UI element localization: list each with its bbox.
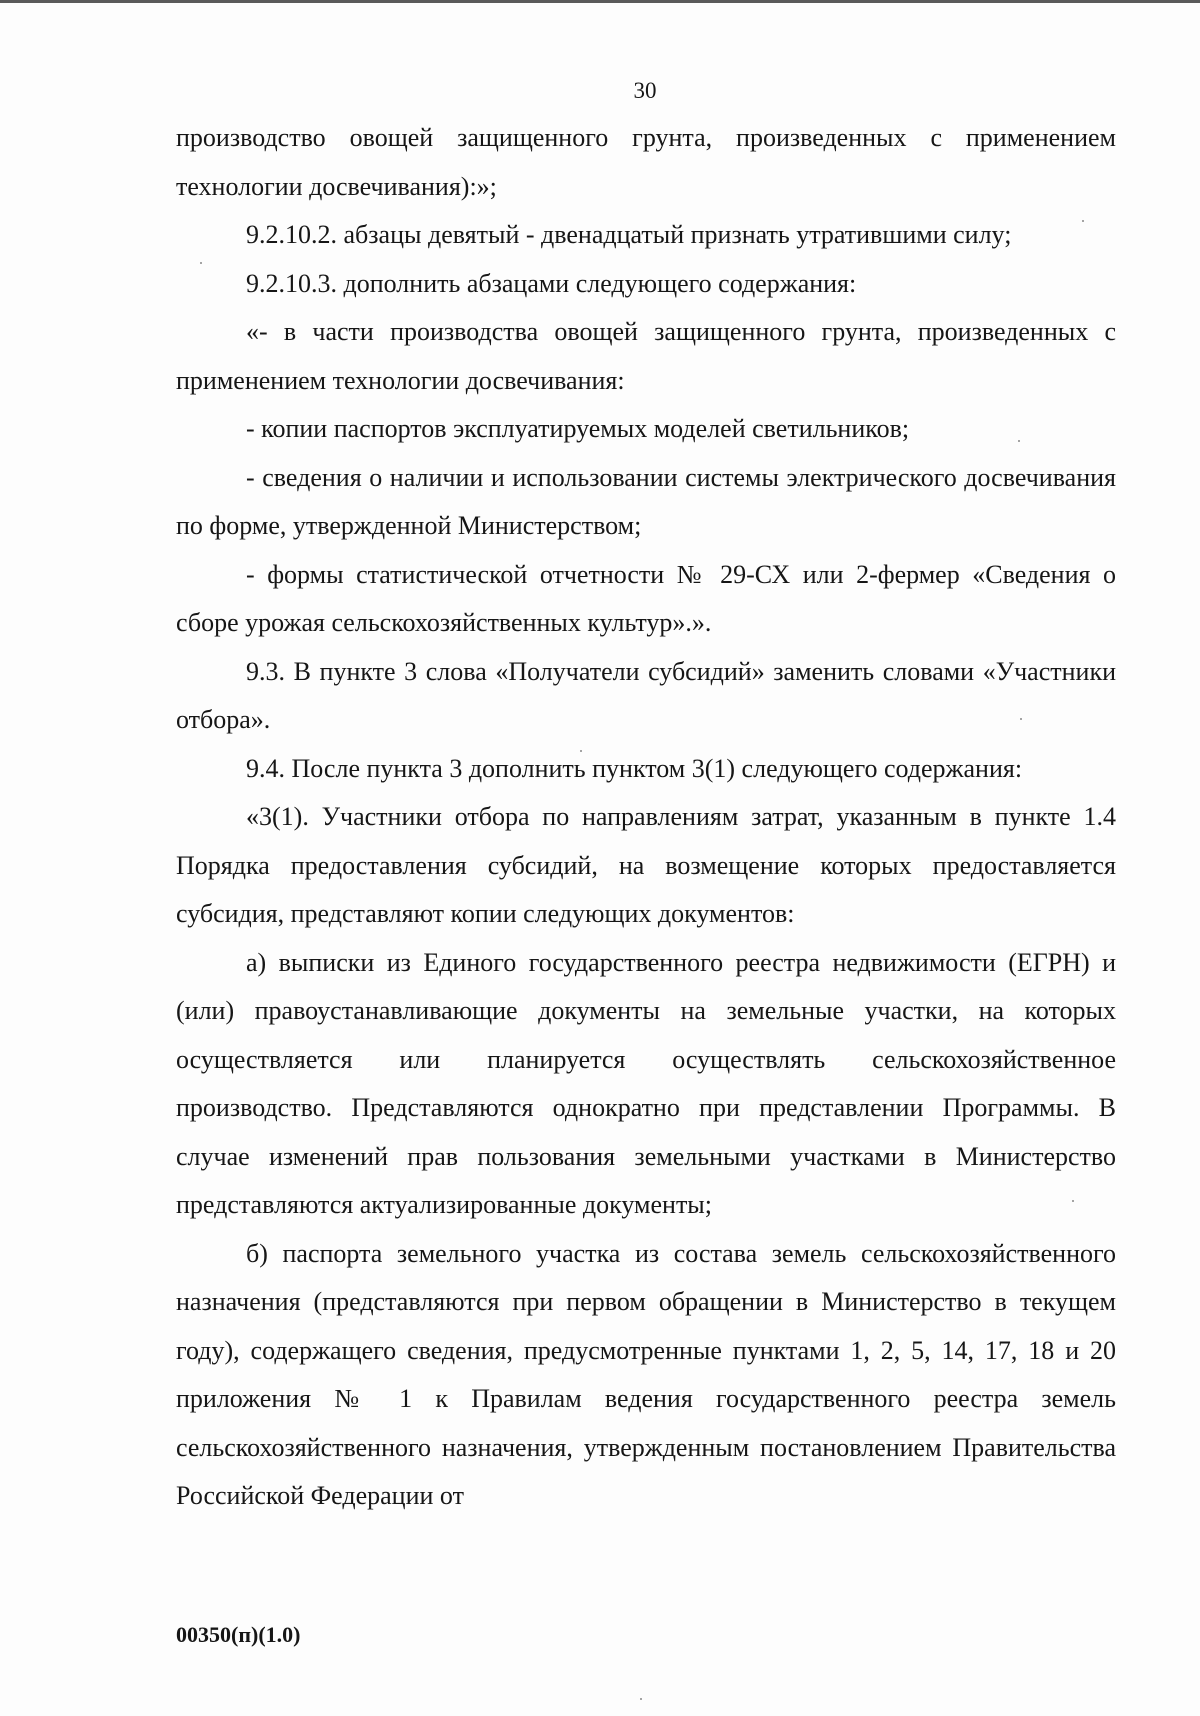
scan-speck	[1082, 220, 1084, 222]
paragraph-9-3: 9.3. В пункте 3 слова «Получатели субсидий» заменить словами «Участники отбора».	[176, 656, 1116, 734]
paragraph-item-a: а) выписки из Единого государственного реестра недвижимости (ЕГРН) и (или) правоустанавливающие документы на земельные участки, на которых осуществляется или планируется осуществлять сельскохозяйственное производство. Представляются однократно при представлении Программы. В случае изменений прав пользования земельными участками в Министерство представляются актуализированные документы;	[176, 947, 1116, 1219]
scan-speck	[640, 1698, 642, 1700]
paragraph-lighting-system: - сведения о наличии и использовании системы электрического досвечивания по форме, утвержденной Министерством;	[176, 462, 1116, 540]
scan-speck	[1072, 1200, 1074, 1202]
paragraph-lamp-passports: - копии паспортов эксплуатируемых моделей светильников;	[246, 414, 910, 443]
page-number: 30	[633, 78, 657, 103]
scan-speck	[1020, 718, 1022, 720]
paragraph-9-4: 9.4. После пункта 3 дополнить пунктом 3(1) следующего содержания:	[246, 753, 1023, 783]
paragraph-9-2-10-2: 9.2.10.2. абзацы девятый - двенадцатый признать утратившими силу;	[246, 220, 1012, 249]
scan-speck	[1018, 440, 1020, 442]
document-body	[176, 114, 1116, 1521]
scan-speck	[200, 262, 202, 264]
paragraph-9-2-10-3: 9.2.10.3. дополнить абзацами следующего содержания:	[246, 268, 857, 298]
top-edge-rule	[0, 0, 1200, 3]
paragraph-quote-start: «- в части производства овощей защищенного грунта, произведенных с применением технологии досвечивания:	[176, 317, 1116, 395]
paragraph-continuation: производство овощей защищенного грунта, произведенных с применением технологии досвечивания):»;	[176, 123, 1116, 201]
paragraph-item-b: б) паспорта земельного участка из состава земель сельскохозяйственного назначения (представляются при первом обращении в Министерство в текущем году), содержащего сведения, предусмотренные пунктами 1, 2, 5, 14, 17, 18 и 20 приложения № 1 к Правилам ведения государственного реестра земель сельскохозяйственного назначения, утвержденным постановлением Правительства Российской Федерации от	[176, 1238, 1116, 1510]
document-code: 00350(п)(1.0)	[176, 1622, 301, 1647]
paragraph-3-1: «3(1). Участники отбора по направлениям затрат, указанным в пункте 1.4 Порядка предоставления субсидий, на возмещение которых предоставляется субсидия, представляют копии следующих документов:	[176, 802, 1116, 928]
scan-speck	[580, 750, 582, 752]
paragraph-statistics-forms: - формы статистической отчетности № 29-СХ или 2-фермер «Сведения о сборе урожая сельскохозяйственных культур».».	[176, 559, 1116, 637]
